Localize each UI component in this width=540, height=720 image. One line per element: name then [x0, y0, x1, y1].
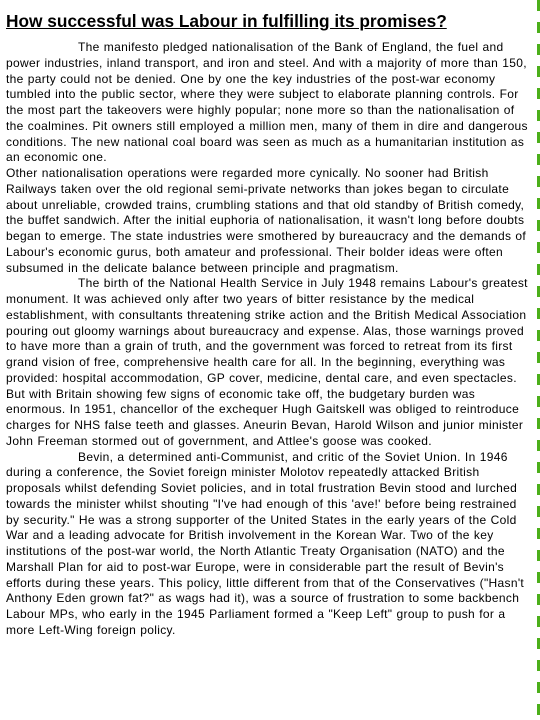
document-body [6, 40, 533, 639]
paragraph-nhs: The birth of the National Health Service in July 1948 remains Labour's greatest monument. It was achieved only after two years of bitter resistance by the medical establishment, with consultants threatening strike action and the British Medical Association pouring out gloomy warnings about bureaucracy and expense. Alas, those warnings proved to have more than a grain of truth, and the government was forced to retreat from its first grand vision of free, comprehensive health care for all. In the beginning, everything was provided: hospital accommodation, GP cover, medicine, dental care, and even spectacles. But with Britain showing few signs of economic take off, the budgetary burden was enormous. In 1951, chancellor of the exchequer Hugh Gaitskell was obliged to reintroduce charges for NHS false teeth and glasses. Aneurin Bevan, Harold Wilson and junior minister John Freeman stormed out of government, and Attlee's goose was cooked. [6, 276, 528, 448]
left-border [0, 0, 2, 720]
paragraph-bevin: Bevin, a determined anti-Communist, and critic of the Soviet Union. In 1946 during a conference, the Soviet foreign minister Molotov repeatedly attacked British proposals whilst defending Soviet policies, and in total frustration Bevin stood and lurched towards the minister whilst shouting "I've had enough of this 'ave!' before being restrained by security." He was a strong supporter of the United States in the early years of the Cold War and a leading advocate for British involvement in the Korean War. Two of the key institutions of the post-war world, the North Atlantic Treaty Organisation (NATO) and the Marshall Plan for aid to post-war Europe, were in considerable part the result of Bevin's efforts during these years. This policy, little different from that of the Conservatives ("Hasn't Anthony Eden grown fat?" as wags had it), was a source of frustration to some backbench Labour MPs, who early in the 1945 Parliament formed a "Keep Left" group to push for a more Left-Wing foreign policy. [6, 449, 525, 637]
paragraph-nationalisation: The manifesto pledged nationalisation of the Bank of England, the fuel and power industries, inland transport, and iron and steel. And with a majority of more than 150, the party could not be denied. One by one the key industries of the post-war economy tumbled into the public sector, where they were subject to elaborate planning controls. For the most part the takeovers were highly popular; none more so than the nationalisation of the coalmines. Pit owners still employed a million men, many of them in dire and dangerous conditions. The new national coal board was seen as much as a humanitarian institution as an economic one. [6, 40, 528, 165]
page-title: How successful was Labour in fulfilling its promises? [6, 11, 447, 31]
paragraph-other-nationalisation: Other nationalisation operations were regarded more cynically. No sooner had British Railways taken over the old regional semi-private networks than jokes began to circulate about unreliable, crowded trains, crumbling stations and that old standby of British comedy, the buffet sandwich. After the initial euphoria of nationalisation, it wasn't long before doubts began to emerge. The state industries were smothered by bureaucracy and the demands of Labour's economic gurus, both amateur and professional. Their bolder ideas were often subsumed in the delicate balance between principle and pragmatism. [6, 166, 527, 275]
